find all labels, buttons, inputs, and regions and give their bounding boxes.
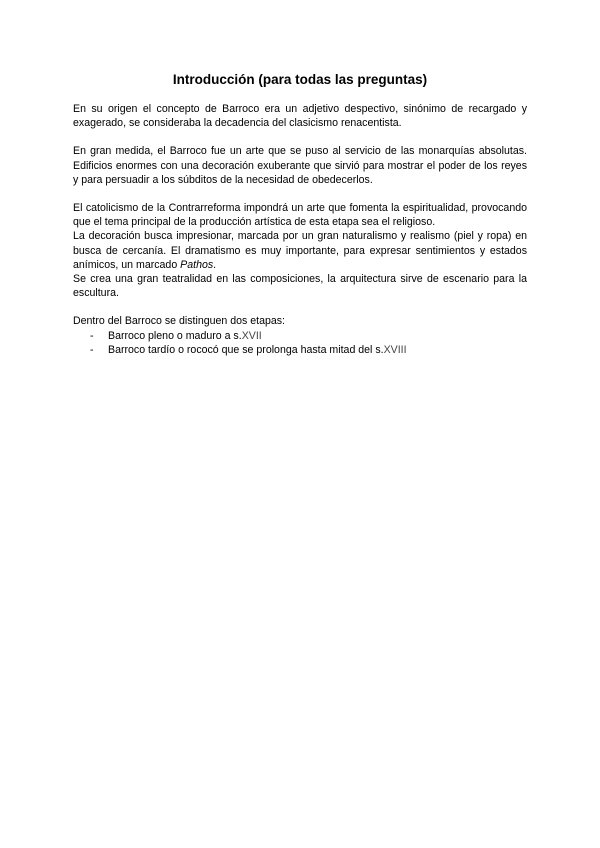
list-item xyxy=(73,343,527,357)
list-dash: - xyxy=(90,343,94,356)
paragraph-monarchies: En gran medida, el Barroco fue un arte que se puso al servicio de las monarquías absolutas. Edificios enormes con una decoración exuberante que sirvió para mostrar el poder de los reyes y para persuadir a los súbditos de la necesidad de obedecerlos. xyxy=(73,145,527,186)
paragraph-gap xyxy=(73,130,527,144)
paragraph-origin: En su origen el concepto de Barroco era un adjetivo despectivo, sinónimo de recargado y exagerado, se consideraba la decadencia del clasicismo renacentista. xyxy=(73,103,527,130)
paragraph-counter-reformation: El catolicismo de la Contrarreforma impondrá un arte que fomenta la espiritualidad, provocando que el tema principal de la producción artística de esta etapa sea el religioso. xyxy=(73,202,527,229)
stages-list xyxy=(73,329,527,357)
list-item xyxy=(73,329,527,343)
document-title: Introducción (para todas las preguntas) xyxy=(172,72,428,87)
paragraph-stages-intro: Dentro del Barroco se distinguen dos etapas: xyxy=(73,315,286,328)
list-item-century: XVIII xyxy=(383,343,407,356)
list-item-text: Barroco tardío o rococó que se prolonga hasta mitad del s. xyxy=(108,343,384,356)
document-page xyxy=(73,71,527,357)
pathos-term: Pathos xyxy=(180,258,214,271)
paragraph-gap xyxy=(73,187,527,201)
list-item-century: XVII xyxy=(241,329,262,342)
paragraph-gap xyxy=(73,300,527,314)
list-item-text: Barroco pleno o maduro a s. xyxy=(108,329,242,342)
paragraph-decoration-end: . xyxy=(213,258,217,271)
paragraph-decoration xyxy=(73,229,527,272)
list-dash: - xyxy=(90,329,94,342)
paragraph-theatricality: Se crea una gran teatralidad en las composiciones, la arquitectura sirve de escenario para la escultura. xyxy=(73,273,527,300)
paragraph-decoration-text: La decoración busca impresionar, marcada por un gran naturalismo y realismo (piel y ropa) en busca de cercanía. El dramatismo es muy importante, para expresar sentimientos y estados anímicos, un marcado xyxy=(73,230,527,271)
